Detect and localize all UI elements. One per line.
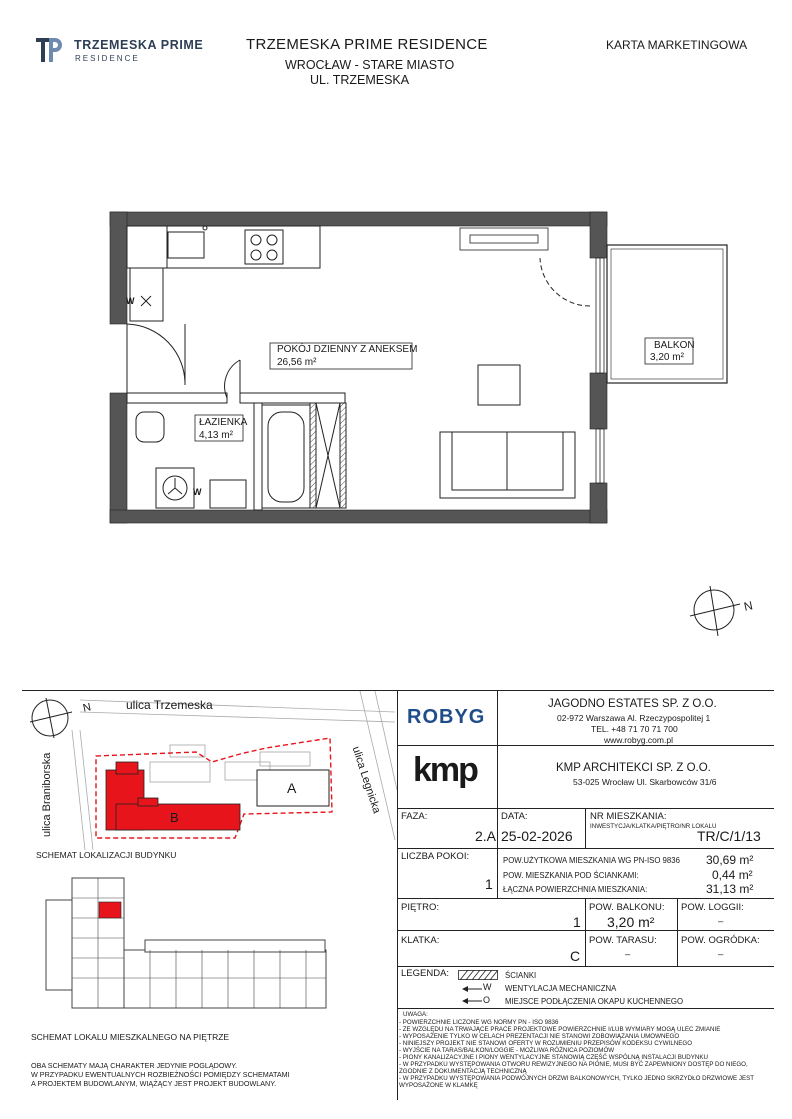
terrace-value: – <box>625 949 631 960</box>
balcony-windows <box>596 258 604 483</box>
disclaimer-line3: A PROJEKTEM BUDOWLANYM, WIĄŻĄCY JEST PROJEKT BUDOWLANY. <box>31 1079 277 1088</box>
vent-arrow-icon <box>462 985 482 993</box>
area-total-value: 31,13 m² <box>706 882 754 896</box>
note-line: - W PRZYPADKU WYSTĘPOWANIA OTWORU REWIZYJNEGO NA PIONIE, MUSI BYĆ ZAPEWNIONY DOSTĘP DO NIEGO, <box>399 1061 748 1068</box>
klatka-label: KLATKA: <box>401 935 440 946</box>
living-room-area: 26,56 m² <box>277 357 317 368</box>
location-schema <box>22 691 397 851</box>
apartment-highlight <box>99 902 121 918</box>
developer-web: www.robyg.com.pl <box>604 735 673 745</box>
note-line: - WYJŚCIE NA TARAS/BALKON/LOGGIE - MOŻLIWA RÓŻNICA POZIOMÓW <box>399 1047 615 1054</box>
building-b-label: B <box>170 810 179 825</box>
balcony-area: 3,20 m² <box>650 352 684 363</box>
note-line: - PIONY KANALIZACYJNE I PIONY WENTYLACYJNE STANOWIĄ CZĘŚĆ WSPÓLNĄ INSTALACJI BUDYNKU <box>399 1054 708 1061</box>
area-walls-value: 0,44 m² <box>712 868 753 882</box>
note-line: - ZE WZGLĘDU NA TRWAJĄCE PRACE PROJEKTOWE POWIERZCHNIE I/LUB WYMIARY MOGĄ ULEC ZMIANIE <box>399 1026 721 1033</box>
balcony-area-value: 3,20 m² <box>607 914 655 930</box>
loggia-value: – <box>718 916 724 927</box>
developer-phone: TEL. +48 71 70 71 700 <box>591 724 678 734</box>
location-city: WROCŁAW - STARE MIASTO <box>285 58 455 72</box>
street-trzemeska: ulica Trzemeska <box>126 698 213 712</box>
hatch-legend-icon <box>458 970 498 980</box>
bathroom-door <box>225 360 240 398</box>
terrace-label: POW. TARASU: <box>589 935 657 946</box>
architect-address: 53-025 Wrocław Ul. Skarbowców 31/6 <box>573 777 717 787</box>
legend-o-symbol: O <box>483 995 491 1005</box>
balcony-label: BALKON <box>654 340 695 351</box>
page-title: TRZEMESKA PRIME RESIDENCE <box>246 36 488 53</box>
area-usable-label: POW.UŻYTKOWA MIESZKANIA WG PN-ISO 9836 <box>503 856 680 865</box>
klatka-value: C <box>570 948 581 964</box>
loggia-label: POW. LOGGII: <box>681 902 744 913</box>
apartment-number-value: TR/C/1/13 <box>697 828 761 844</box>
developer-address: 02-972 Warszawa Al. Rzeczypospolitej 1 <box>557 713 711 723</box>
hood-arrow-icon <box>462 997 482 1005</box>
living-furniture <box>440 365 575 498</box>
living-room-label: POKÓJ DZIENNY Z ANEKSEM <box>277 344 418 355</box>
floor-schema-caption: SCHEMAT LOKALU MIESZKALNEGO NA PIĘTRZE <box>31 1032 230 1042</box>
garden-label: POW. OGRÓDKA: <box>681 935 760 946</box>
legend-w-symbol: W <box>483 982 492 992</box>
legend-hood: MIEJSCE PODŁĄCZENIA OKAPU KUCHENNEGO <box>505 997 684 1006</box>
rooms-label: LICZBA POKOI: <box>401 851 470 862</box>
robyg-logo: ROBYG <box>407 706 486 728</box>
balcony-area-label: POW. BALKONU: <box>589 902 665 913</box>
tp-monogram-icon <box>34 34 66 66</box>
entrance-door <box>127 324 185 393</box>
date-label: DATA: <box>501 811 528 822</box>
kmp-logo: kmp <box>413 751 477 789</box>
vent-marker: W <box>126 296 135 306</box>
floor-label: PIĘTRO: <box>401 902 440 913</box>
location-north-label: N <box>81 701 93 715</box>
vent-marker-bath: W <box>193 487 202 497</box>
faza-value: 2.A <box>475 828 497 844</box>
bathroom-label: ŁAZIENKA <box>199 417 248 428</box>
plan-north-label: N <box>742 598 755 614</box>
document-type: KARTA MARKETINGOWA <box>606 38 748 52</box>
apartment-floor-plan <box>0 200 792 660</box>
north-compass-small-icon <box>30 698 72 738</box>
balcony-door <box>540 258 590 306</box>
notes-title: UWAGA: <box>403 1011 428 1018</box>
bathroom-area: 4,13 m² <box>199 430 233 441</box>
street-legnicka: ulica Legnicka <box>349 745 383 816</box>
area-total-label: ŁĄCZNA POWIERZCHNIA MIESZKANIA: <box>503 885 648 894</box>
note-line: - POWIERZCHNIE LICZONE WG NORMY PN - ISO 9836 <box>399 1019 559 1026</box>
note-line: WYPOSAŻONE W KLAMKĘ <box>399 1082 478 1089</box>
developer-name: JAGODNO ESTATES SP. Z O.O. <box>548 698 717 710</box>
legend-vent: WENTYLACJA MECHANICZNA <box>505 984 617 993</box>
note-line: ZGODNIE Z DOKUMENTACJĄ TECHNICZNĄ <box>399 1068 527 1075</box>
disclaimer-line1: OBA SCHEMATY MAJĄ CHARAKTER JEDYNIE POGLĄDOWY. <box>31 1061 238 1070</box>
legend-label: LEGENDA: <box>401 968 450 979</box>
area-walls-label: POW. MIESZKANIA POD ŚCIANKAMI: <box>503 871 639 880</box>
apartment-number-sublabel: INWESTYCJA/KLATKA/PIĘTRO/NR LOKALU <box>590 823 717 830</box>
note-line: - W PRZYPADKU WYSTĘPOWANIA PODWÓJNYCH DRZWI BALKONOWYCH, TYLKO JEDNO SKRZYDŁO DRZWIOWE JEST <box>399 1075 755 1082</box>
faza-label: FAZA: <box>401 811 428 822</box>
kitchen-counter <box>127 226 320 321</box>
note-line: - WYPOSAŻENIE TYLKO W CELACH PREZENTACJI NIE STANOWI ZOBOWIĄZANIA UMOWNEGO <box>399 1033 680 1040</box>
architect-name: KMP ARCHITEKCI SP. Z O.O. <box>556 762 711 774</box>
floor-value: 1 <box>573 914 581 930</box>
floor-schema <box>36 872 336 1020</box>
disclaimer-line2: W PRZYPADKU EWENTUALNYCH ROZBIEŻNOŚCI POMIĘDZY SCHEMATAMI <box>31 1070 290 1079</box>
brand-logo <box>34 34 214 68</box>
north-compass-icon <box>690 586 740 636</box>
rooms-value: 1 <box>485 876 493 892</box>
legend-walls: ŚCIANKI <box>505 971 537 980</box>
apartment-number-label: NR MIESZKANIA: <box>590 811 667 822</box>
logo-brand-text: TRZEMESKA PRIME <box>74 38 204 52</box>
location-caption: SCHEMAT LOKALIZACJI BUDYNKU <box>36 850 177 860</box>
top-window <box>460 228 548 250</box>
logo-sub-text: RESIDENCE <box>75 54 140 63</box>
date-value: 25-02-2026 <box>501 828 573 844</box>
note-line: - NINIEJSZY PROJEKT NIE STANOWI OFERTY W ROZUMIENIU PRZEPISÓW KODEKSU CYWILNEGO <box>399 1040 693 1047</box>
garden-value: – <box>718 949 724 960</box>
location-street: UL. TRZEMESKA <box>310 73 410 87</box>
street-braniborska: ulica Braniborska <box>41 752 53 837</box>
building-a-label: A <box>287 780 297 796</box>
area-usable-value: 30,69 m² <box>706 853 754 867</box>
